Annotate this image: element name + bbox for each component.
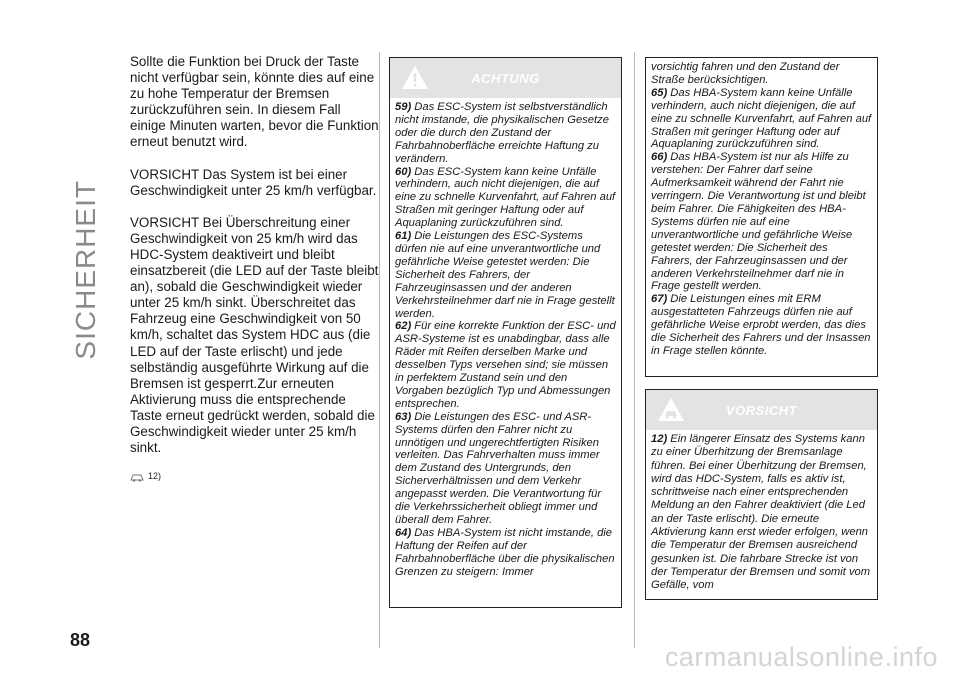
paragraph: VORSICHT Das System ist bei einer Geschwindigkeit unter 25 km/h verfügbar. xyxy=(130,166,377,198)
item-number: 66) xyxy=(651,151,668,164)
continuation-body xyxy=(646,58,877,358)
lead-text: vorsichtig fahren und den Zustand der Straße berücksichtigen. xyxy=(651,61,840,86)
item-number: 59) xyxy=(395,101,412,113)
list-item xyxy=(395,411,616,527)
list-item xyxy=(395,166,616,231)
reference-note xyxy=(130,468,380,484)
item-text: Die Leistungen eines mit ERM ausgestatteten Fahrzeugs dürfen nie auf gefährliche Weise erprobt werden, das dies die Sicherheit des Fahrers und der Insassen in Frage stellen könnte. xyxy=(651,293,871,357)
column-divider xyxy=(634,52,635,648)
list-item xyxy=(395,101,616,166)
item-text: Das ESC-System ist selbstverständlich nicht imstande, die physikalischen Gesetze oder die durch den Zustand der Fahrbahnoberfläche erreichte Haftung zu verändern. xyxy=(395,101,609,165)
main-text-column xyxy=(130,54,380,484)
item-text: Das HBA-System kann keine Unfälle verhindern, auch nicht diejenigen, die auf eine zu schnelle Kurvenfahrt, auf Fahren auf Straßen mit geringer Haftung oder auf Aquaplaning zurückzuführen sind. xyxy=(651,86,872,151)
list-item xyxy=(651,87,872,152)
achtung-title: ACHTUNG xyxy=(471,70,540,86)
item-number: 65) xyxy=(651,86,668,99)
vorsicht-title: VORSICHT xyxy=(725,402,798,418)
item-number: 61) xyxy=(395,230,412,243)
item-number: 63) xyxy=(395,410,412,423)
vorsicht-body xyxy=(646,430,877,593)
list-item xyxy=(651,151,872,293)
item-text: Die Leistungen des ESC-Systems dürfen nie auf eine unverantwortliche und gefährliche Weise getestet werden: Die Sicherheit des Fahrers, der Fahrzeuginsassen und der anderen Verkehrsteilnehmer darf nie in Frage gestellt werden. xyxy=(395,230,615,320)
car-caution-icon xyxy=(130,470,144,482)
warning-triangle-icon xyxy=(400,64,430,92)
item-text: Das ESC-System kann keine Unfälle verhindern, auch nicht diejenigen, die auf eine zu schnelle Kurvenfahrt, auf Fahren auf Straßen mit geringer Haftung oder auf Aquaplaning zurückzuführen sind. xyxy=(395,165,616,230)
list-item xyxy=(651,293,872,358)
item-text: Das HBA-System ist nicht imstande, die Haftung der Reifen auf der Fahrbahnoberfläche über die physikalischen Grenzen zu steigern: Immer xyxy=(395,526,615,578)
reference-number: 12) xyxy=(148,471,162,482)
paragraph: VORSICHT Bei Überschreitung einer Geschwindigkeit von 25 km/h wird das HDC-System deaktiveirt und bleibt einsatzbereit (die LED auf der Taste bleibt an), sobald die Geschwindigkeit wieder unter 25 km/h sinkt. Überschreitet das Fahrzeug eine Geschwindigkeit von 50 km/h, schaltet das System HDC aus (die LED auf der Taste erlischt) und jede selbständig ausgeführte Wirkung auf die Bremsen ist gesperrt.Zur erneuten Aktivierung muss die entsprechende Taste erneut gedrückt werden, sobald die Geschwindigkeit wieder unter 25 km/h sinkt. xyxy=(130,214,379,456)
vorsicht-header xyxy=(646,390,877,430)
list-item xyxy=(395,527,616,579)
page-number: 88 xyxy=(70,630,91,650)
item-text: Für eine korrekte Funktion der ESC- und ASR-Systeme ist es unabdingbar, dass alle Räder mit Reifen derselben Marke und desselben Typs versehen sind; sie müssen in perfektem Zustand sein und den Vorgaben bezüglich Typ und Abmessungen entsprechen. xyxy=(395,320,616,410)
item-text: Die Leistungen des ESC- und ASR-Systems dürfen den Fahrer nicht zu unnötigen und ungerechtfertigten Risiken verleiten. Das Fahrverhalten muss immer dem Zustand des Untergrunds, den Sicherverhältnissen und dem Verkehr angepasst werden. Die Verantwortung für die Verkehrssicherheit obliegt immer und überall dem Fahrer. xyxy=(395,410,602,526)
car-caution-icon xyxy=(656,396,686,424)
list-item xyxy=(395,320,616,410)
item-number: 12) xyxy=(651,433,668,445)
list-item xyxy=(651,433,872,593)
item-number: 62) xyxy=(395,320,412,333)
item-number: 67) xyxy=(651,293,668,306)
item-number: 64) xyxy=(395,526,412,539)
achtung-body xyxy=(390,98,621,579)
section-title: SICHERHEIT xyxy=(70,180,101,360)
achtung-header xyxy=(390,58,621,98)
paragraph: Sollte die Funktion bei Druck der Taste nicht verfügbar sein, könnte dies auf eine zu hohe Temperatur der Bremsen zurückzuführen sein. In diesem Fall einige Minuten warten, bevor die Funktion erneut benutzt wird. xyxy=(130,54,379,150)
item-text: Das HBA-System ist nur als Hilfe zu verstehen: Der Fahrer darf seine Aufmerksamkeit während der Fahrt nie verringern. Die Verantwortung ist und bleibt beim Fahrer. Die Fähigkeiten des HBA-Systems dürfen nie auf eine unverantwortliche und gefährliche Weise getestet werden: Die Sicherheit des Fahrers, der Fahrzeuginsassen und der anderen Verkehrsteilnehmer darf nie in Frage gestellt werden. xyxy=(651,151,866,293)
watermark: carmanualsonline.info xyxy=(664,642,938,672)
vorsicht-caution-box xyxy=(645,389,878,600)
list-item xyxy=(395,230,616,320)
continuation-warning-box xyxy=(645,57,878,377)
achtung-warning-box xyxy=(389,57,622,608)
column-divider xyxy=(379,52,380,648)
item-text: Ein längerer Einsatz des Systems kann zu einer Überhitzung der Bremsanlage führen. Bei einer Überhitzung der Bremsen, wird das HDC-System, falls es aktiv ist, schrittweise nach einer entsprechenden Meldung an den Fahrer deaktiviert (die Led an der Taste erlischt). Die erneute Aktivierung kann erst wieder erfolgen, wenn die Temperatur der Bremsen ausreichend gesunken ist. Die fahrbare Strecke ist von der Temperatur der Bremsen und somit vom Gefälle, vom xyxy=(651,433,871,592)
item-number: 60) xyxy=(395,165,412,178)
